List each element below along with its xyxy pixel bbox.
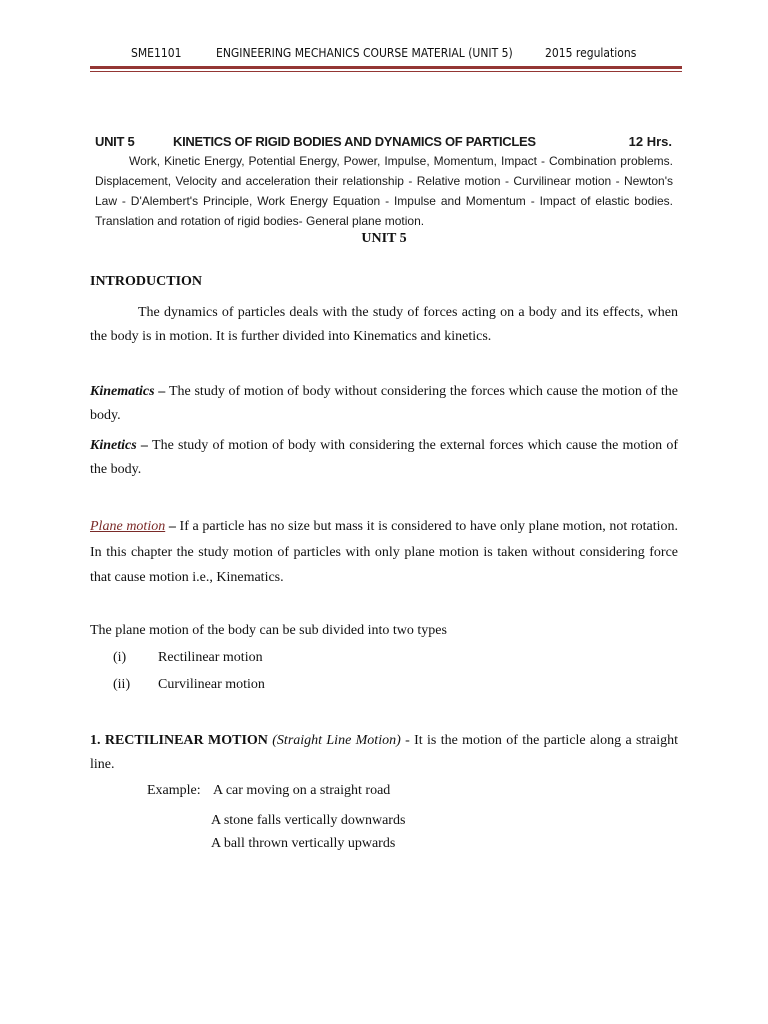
plane-motion-dash: – bbox=[165, 519, 180, 534]
rectilinear-sub: (Straight Line Motion) bbox=[272, 733, 401, 748]
header-rule-thin bbox=[90, 71, 682, 72]
rectilinear-heading: 1. RECTILINEAR MOTION bbox=[90, 733, 268, 748]
types-item-2-num: (ii) bbox=[113, 677, 131, 692]
header-course-code: SME1101 bbox=[131, 46, 182, 60]
kinematics-term: Kinematics bbox=[90, 384, 155, 399]
example-item-1: A car moving on a straight road bbox=[213, 783, 391, 798]
rectilinear-text: - It is the motion of the particle along a straight line. bbox=[90, 733, 679, 772]
kinematics-dash: – bbox=[154, 384, 169, 399]
syllabus-body bbox=[95, 151, 673, 231]
kinematics-paragraph bbox=[90, 380, 678, 428]
kinetics-dash: – bbox=[136, 438, 153, 453]
rectilinear-paragraph bbox=[90, 729, 678, 777]
unit-heading: UNIT 5 bbox=[361, 231, 407, 246]
syllabus-unit: UNIT 5 bbox=[95, 134, 135, 149]
header-rule-thick bbox=[90, 66, 682, 69]
example-label: Example: bbox=[147, 783, 201, 798]
intro-paragraph: The dynamics of particles deals with the study of forces acting on a body and its effects, when the body is in motion. It is further divided into Kinematics and kinetics. bbox=[90, 305, 678, 344]
types-item-1-num: (i) bbox=[113, 650, 127, 665]
types-intro: The plane motion of the body can be sub divided into two types bbox=[90, 623, 447, 638]
plane-motion-term: Plane motion bbox=[90, 519, 166, 534]
kinetics-paragraph bbox=[90, 434, 678, 482]
kinetics-term: Kinetics bbox=[90, 438, 137, 453]
intro-heading: INTRODUCTION bbox=[90, 274, 203, 289]
types-item-1-label: Rectilinear motion bbox=[158, 650, 263, 665]
header-course-title: ENGINEERING MECHANICS COURSE MATERIAL (UNIT 5) bbox=[216, 46, 513, 60]
example-item-3: A ball thrown vertically upwards bbox=[211, 836, 396, 851]
kinetics-text: The study of motion of body with considering the external forces which cause the motion of the body. bbox=[90, 438, 678, 477]
kinematics-text: The study of motion of body without considering the forces which cause the motion of the body. bbox=[90, 384, 679, 423]
syllabus-title: KINETICS OF RIGID BODIES AND DYNAMICS OF PARTICLES bbox=[173, 134, 536, 149]
syllabus-title-line bbox=[95, 134, 536, 149]
types-item-2-label: Curvilinear motion bbox=[158, 677, 265, 692]
example-item-2: A stone falls vertically downwards bbox=[211, 813, 406, 828]
syllabus-text: Work, Kinetic Energy, Potential Energy, Power, Impulse, Momentum, Impact - Combination problems. Displacement, Velocity and acceleration their relationship - Relative motion - Curvilinear motion - Newton's Law - D'Alembert's Principle, Work Energy Equation - Impulse and Momentum - Impact of elastic bodies. Translation and rotation of rigid bodies- General plane motion. bbox=[95, 154, 673, 228]
syllabus-hours: 12 Hrs. bbox=[628, 134, 672, 149]
plane-motion-text: If a particle has no size but mass it is considered to have only plane motion, not rotation. In this chapter the study motion of particles with only plane motion is taken without considering force that cause motion i.e., Kinematics. bbox=[90, 519, 679, 585]
header-regulation: 2015 regulations bbox=[545, 46, 637, 60]
plane-motion-paragraph bbox=[90, 514, 678, 591]
